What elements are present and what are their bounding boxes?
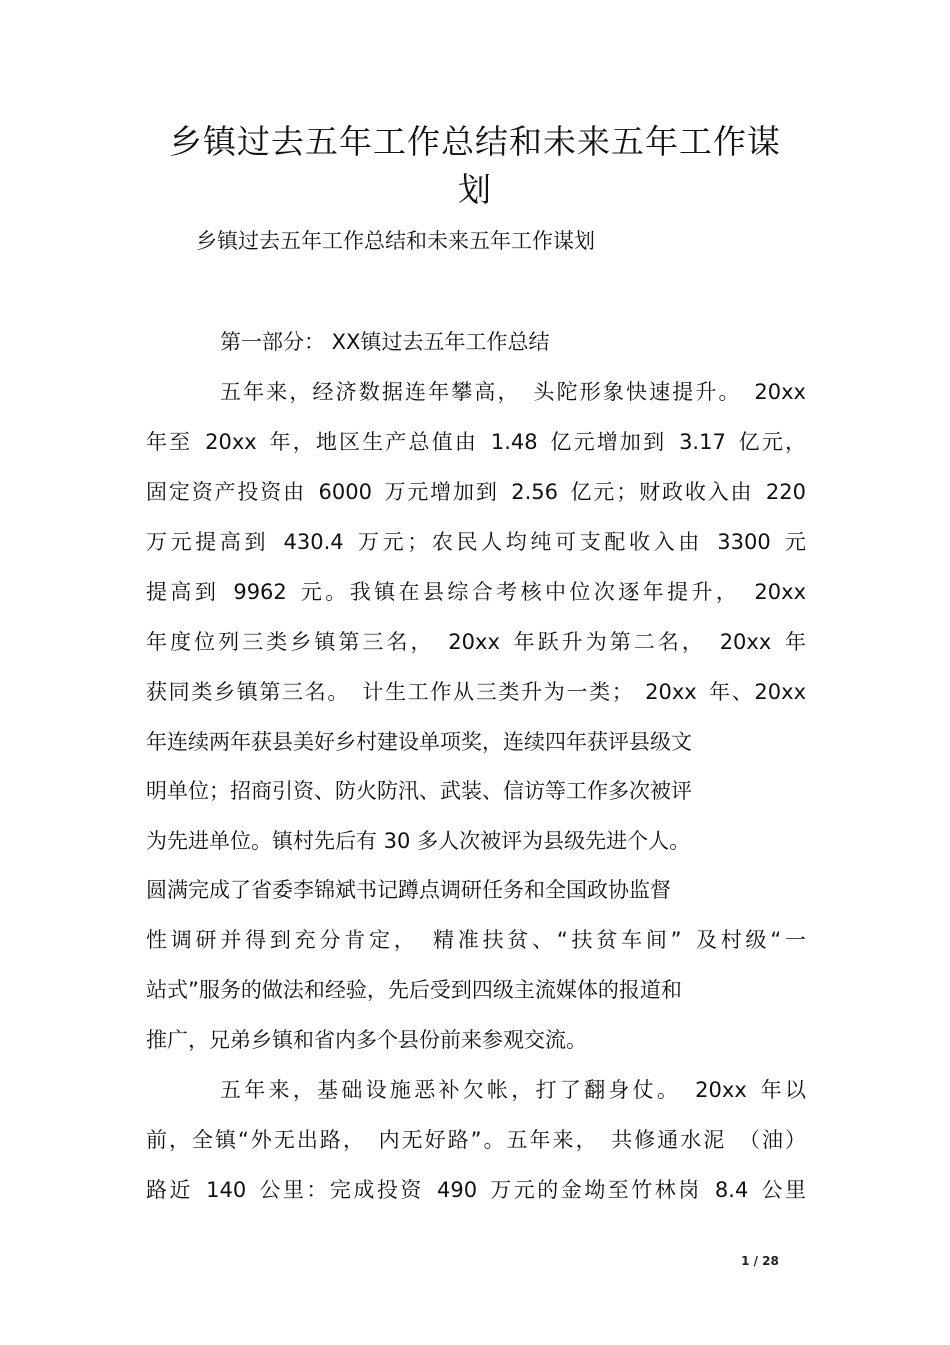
body-line: 五年来，经济数据连年攀高， 头陀形象快速提升。 20xx bbox=[220, 380, 806, 404]
body-line: 明单位；招商引资、防火防汛、武装、信访等工作多次被评 bbox=[146, 779, 692, 803]
body-line: 年度位列三类乡镇第三名， 20xx 年跃升为第二名， 20xx 年 bbox=[146, 630, 806, 654]
document-subtitle: 乡镇过去五年工作总结和未来五年工作谋划 bbox=[196, 229, 595, 253]
page-number: 1 / 28 bbox=[741, 1254, 779, 1268]
title-line-1: 乡镇过去五年工作总结和未来五年工作谋 bbox=[169, 122, 781, 161]
body-line: 五年来，基础设施恶补欠帐，打了翻身仗。 20xx 年以 bbox=[220, 1078, 806, 1102]
body-line: 路近 140 公里：完成投资 490 万元的金坳至竹林岗 8.4 公里 bbox=[146, 1178, 806, 1202]
body-line: 为先进单位。镇村先后有 30 多人次被评为县级先进个人。 bbox=[146, 829, 691, 853]
section-heading: 第一部分： XX镇过去五年工作总结 bbox=[220, 330, 550, 354]
body-line: 万元提高到 430.4 万元；农民人均纯可支配收入由 3300 元 bbox=[146, 530, 806, 554]
body-line: 性调研并得到充分肯定， 精准扶贫、“扶贫车间” 及村级“一 bbox=[146, 928, 806, 952]
body-line: 推广，兄弟乡镇和省内多个县份前来参观交流。 bbox=[146, 1028, 587, 1052]
title-line-2: 划 bbox=[458, 170, 492, 209]
body-line: 前，全镇“外无出路， 内无好路”。五年来， 共修通水泥 （油） bbox=[146, 1128, 806, 1152]
body-line: 固定资产投资由 6000 万元增加到 2.56 亿元；财政收入由 220 bbox=[146, 480, 806, 504]
body-line: 站式”服务的做法和经验，先后受到四级主流媒体的报道和 bbox=[146, 978, 682, 1002]
body-line: 圆满完成了省委李锦斌书记蹲点调研任务和全国政协监督 bbox=[146, 878, 671, 902]
body-line: 年至 20xx 年，地区生产总值由 1.48 亿元增加到 3.17 亿元， bbox=[146, 430, 806, 454]
body-line: 获同类乡镇第三名。 计生工作从三类升为一类； 20xx 年、20xx bbox=[146, 680, 806, 704]
body-line: 提高到 9962 元。我镇在县综合考核中位次逐年提升， 20xx bbox=[146, 580, 806, 604]
body-line: 年连续两年获县美好乡村建设单项奖，连续四年获评县级文 bbox=[146, 730, 692, 754]
document-title bbox=[140, 118, 810, 214]
